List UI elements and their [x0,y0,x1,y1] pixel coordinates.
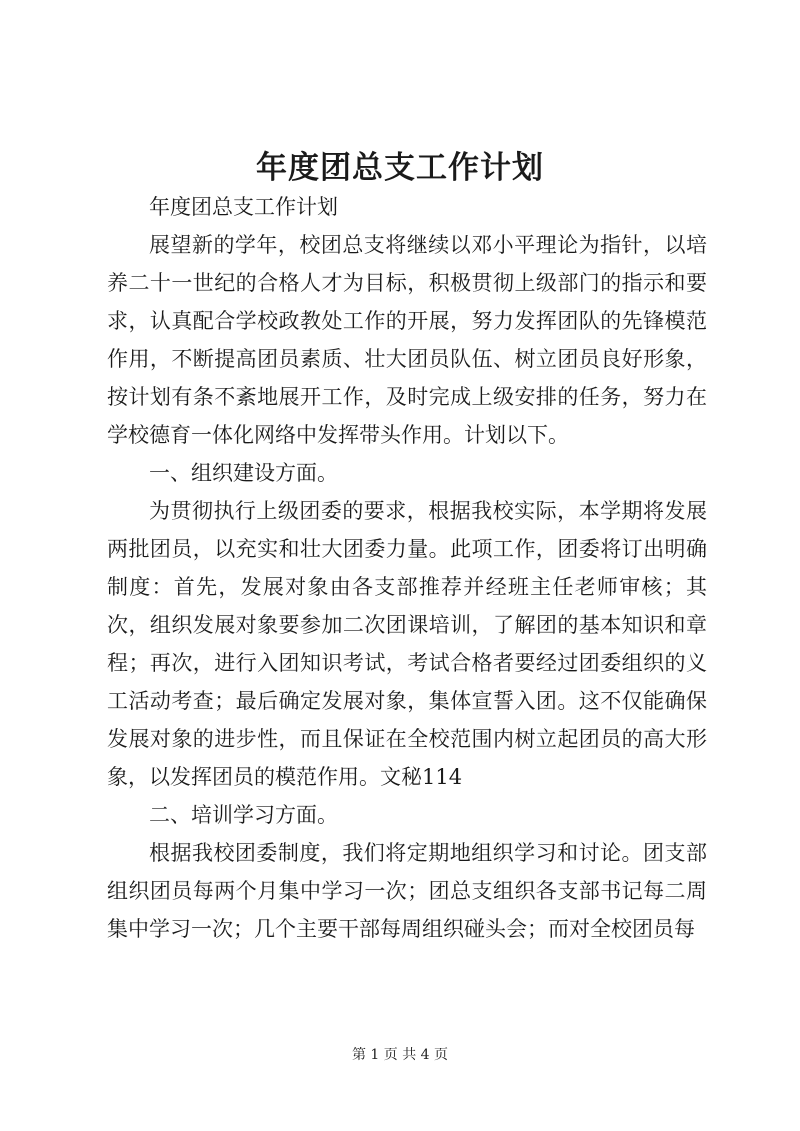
section-heading-training: 二、培训学习方面。 [149,803,338,827]
organization-paragraph: 为贯彻执行上级团委的要求，根据我校实际，本学期将发展两批团员，以充实和壮大团委力量。此项工作，团委将订出明确制度：首先，发展对象由各支部推荐并经班主任老师审核；其次，组织发展对象要参加二次团课培训，了解团的基本知识和章程；再次，进行入团知识考试，考试合格者要经过团委组织的义工活动考查；最后确定发展对象，集体宣誓入团。这不仅能确保发展对象的进步性，而且保证在全校范围内树立起团员的高大形象，以发挥团员的模范作用。文秘114 [107,499,707,789]
outlook-paragraph: 展望新的学年，校团总支将继续以邓小平理论为指针，以培养二十一世纪的合格人才为目标，积极贯彻上级部门的指示和要求，认真配合学校政教处工作的开展，努力发挥团队的先锋模范作用，不断提高团员素质、壮大团员队伍、树立团员良好形象，按计划有条不紊地展开工作，及时完成上级安排的任务，努力在学校德育一体化网络中发挥带头作用。计划以下。 [107,233,707,447]
document-title: 年度团总支工作计划 [256,150,544,186]
page-number-footer: 第 1 页 共 4 页 [351,1047,449,1063]
training-paragraph: 根据我校团委制度，我们将定期地组织学习和讨论。团支部组织团员每两个月集中学习一次；团总支组织各支部书记每二周集中学习一次；几个主要干部每周组织碰头会；而对全校团员每 [107,841,707,941]
intro-heading-paragraph: 年度团总支工作计划 [149,195,338,219]
section-heading-organization: 一、组织建设方面。 [149,461,338,485]
document-body [107,188,707,948]
